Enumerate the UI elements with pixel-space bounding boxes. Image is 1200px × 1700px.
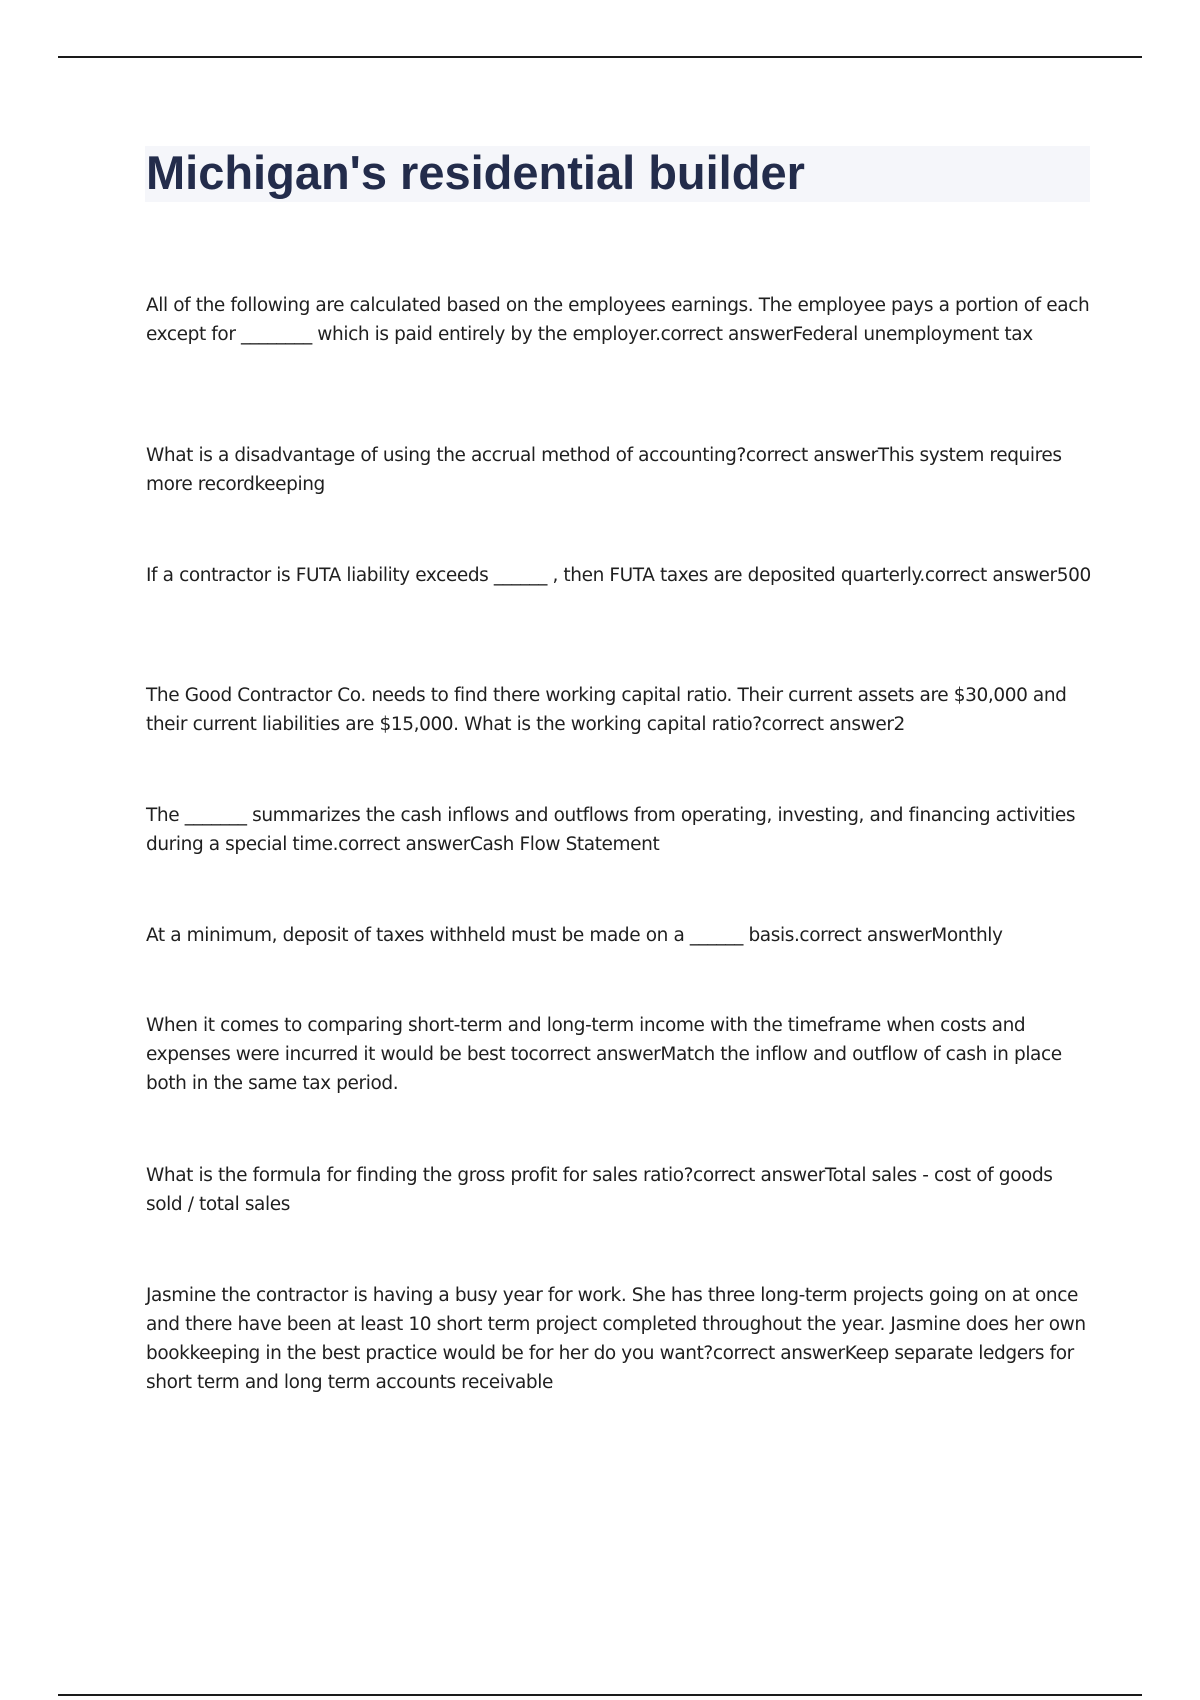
page-title: Michigan's residential builder: [146, 146, 805, 199]
question-answer-item: When it comes to comparing short-term and long-term income with the timeframe when costs and expenses were incurred it would be best tocorrect answerMatch the inflow and outflow of cash in place both in the same tax period.: [146, 1015, 1062, 1094]
question-answer-item: What is the formula for finding the gross profit for sales ratio?correct answerTotal sales - cost of goods sold / total sales: [146, 1165, 1053, 1215]
question-answer-item: The Good Contractor Co. needs to find there working capital ratio. Their current assets are $30,000 and their current liabilities are $15,000. What is the working capital ratio?correct answer2: [146, 685, 1067, 735]
question-answer-item: Jasmine the contractor is having a busy year for work. She has three long-term projects going on at once and there have been at least 10 short term project completed throughout the year. Jasmine does her own bookkeeping in the best practice would be for her do you want?correct answerKeep separate ledgers for short term and long term accounts receivable: [146, 1285, 1086, 1393]
question-answer-item: What is a disadvantage of using the accrual method of accounting?correct answerThis system requires more recordkeeping: [146, 445, 1062, 495]
question-answer-item: If a contractor is FUTA liability exceeds ______ , then FUTA taxes are deposited quarterly.correct answer500: [146, 565, 1091, 586]
bottom-divider: [58, 1694, 1142, 1696]
question-answer-item: All of the following are calculated based on the employees earnings. The employee pays a portion of each except for ________ which is paid entirely by the employer.correct answerFederal unemployment tax: [146, 295, 1090, 345]
question-answer-item: At a minimum, deposit of taxes withheld must be made on a ______ basis.correct answerMonthly: [146, 925, 1003, 946]
top-divider: [58, 56, 1142, 58]
question-answer-item: The _______ summarizes the cash inflows and outflows from operating, investing, and financing activities during a special time.correct answerCash Flow Statement: [146, 805, 1076, 855]
